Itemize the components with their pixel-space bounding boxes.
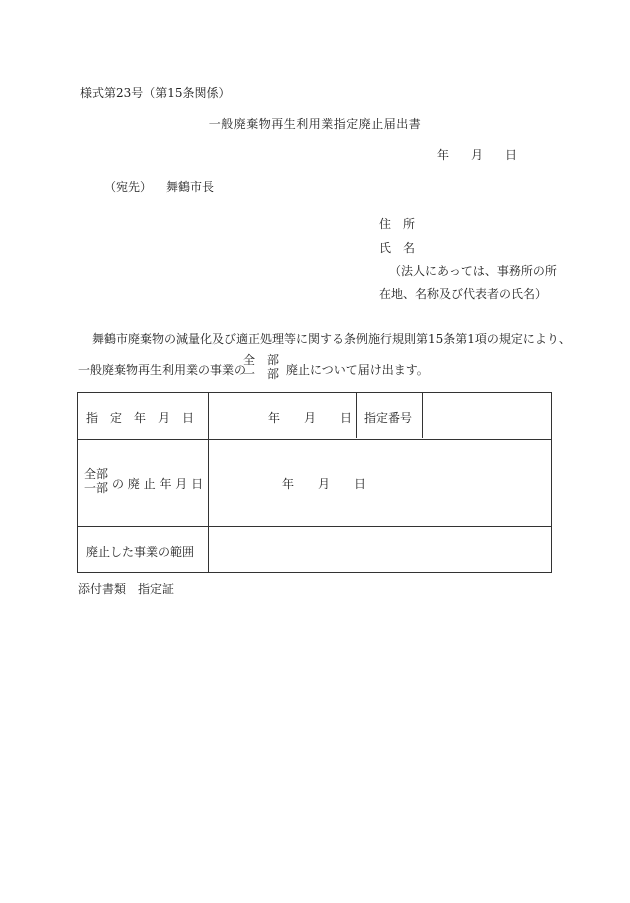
table-row-divider	[78, 439, 551, 440]
scope-field[interactable]	[209, 527, 551, 572]
option-part: 一 部	[243, 367, 280, 381]
addressee-prefix: （宛先）	[104, 180, 153, 194]
attachments-note: 添付書類 指定証	[78, 582, 175, 596]
date-day-label: 日	[505, 148, 518, 162]
option-all: 全 部	[243, 353, 280, 367]
document-title: 一般廃棄物再生利用業指定廃止届出書	[208, 117, 422, 131]
designation-date-label: 指 定 年 月 日	[86, 411, 195, 425]
scope-label: 廃止した事業の範囲	[86, 545, 195, 559]
scope-option-stack	[243, 353, 279, 381]
designation-date-value[interactable]: 年 月 日	[268, 411, 353, 425]
abolition-form-table	[77, 392, 552, 573]
applicant-name-label: 氏 名	[379, 241, 416, 255]
corporate-note-line1: （法人にあっては、事務所の所	[389, 264, 557, 278]
applicant-address-label: 住 所	[379, 217, 416, 231]
body-text-line2-start: 一般廃棄物再生利用業の事業の	[78, 363, 247, 377]
abolition-option-part: 一部	[84, 481, 109, 495]
abolition-option-all: 全部	[84, 467, 109, 481]
body-text-line2-end: 廃止について届け出ます。	[286, 363, 429, 377]
abolition-date-label: の 廃 止 年 月 日	[112, 477, 204, 491]
date-year-label: 年	[437, 148, 450, 162]
table-column-divider	[356, 393, 357, 438]
abolition-date-value[interactable]: 年 月 日	[282, 477, 367, 491]
submission-date	[437, 146, 517, 163]
form-number: 様式第23号（第15条関係）	[80, 86, 231, 100]
abolition-option-stack	[84, 467, 108, 495]
corporate-note-line2: 在地、名称及び代表者の氏名）	[379, 287, 548, 301]
addressee	[104, 178, 214, 195]
body-text-line1: 舞鶴市廃棄物の減量化及び適正処理等に関する条例施行規則第15条第1項の規定により、	[92, 332, 571, 346]
designation-number-label: 指定番号	[364, 411, 413, 425]
date-month-label: 月	[471, 148, 484, 162]
addressee-name: 舞鶴市長	[166, 180, 215, 194]
designation-number-field[interactable]	[423, 394, 551, 438]
